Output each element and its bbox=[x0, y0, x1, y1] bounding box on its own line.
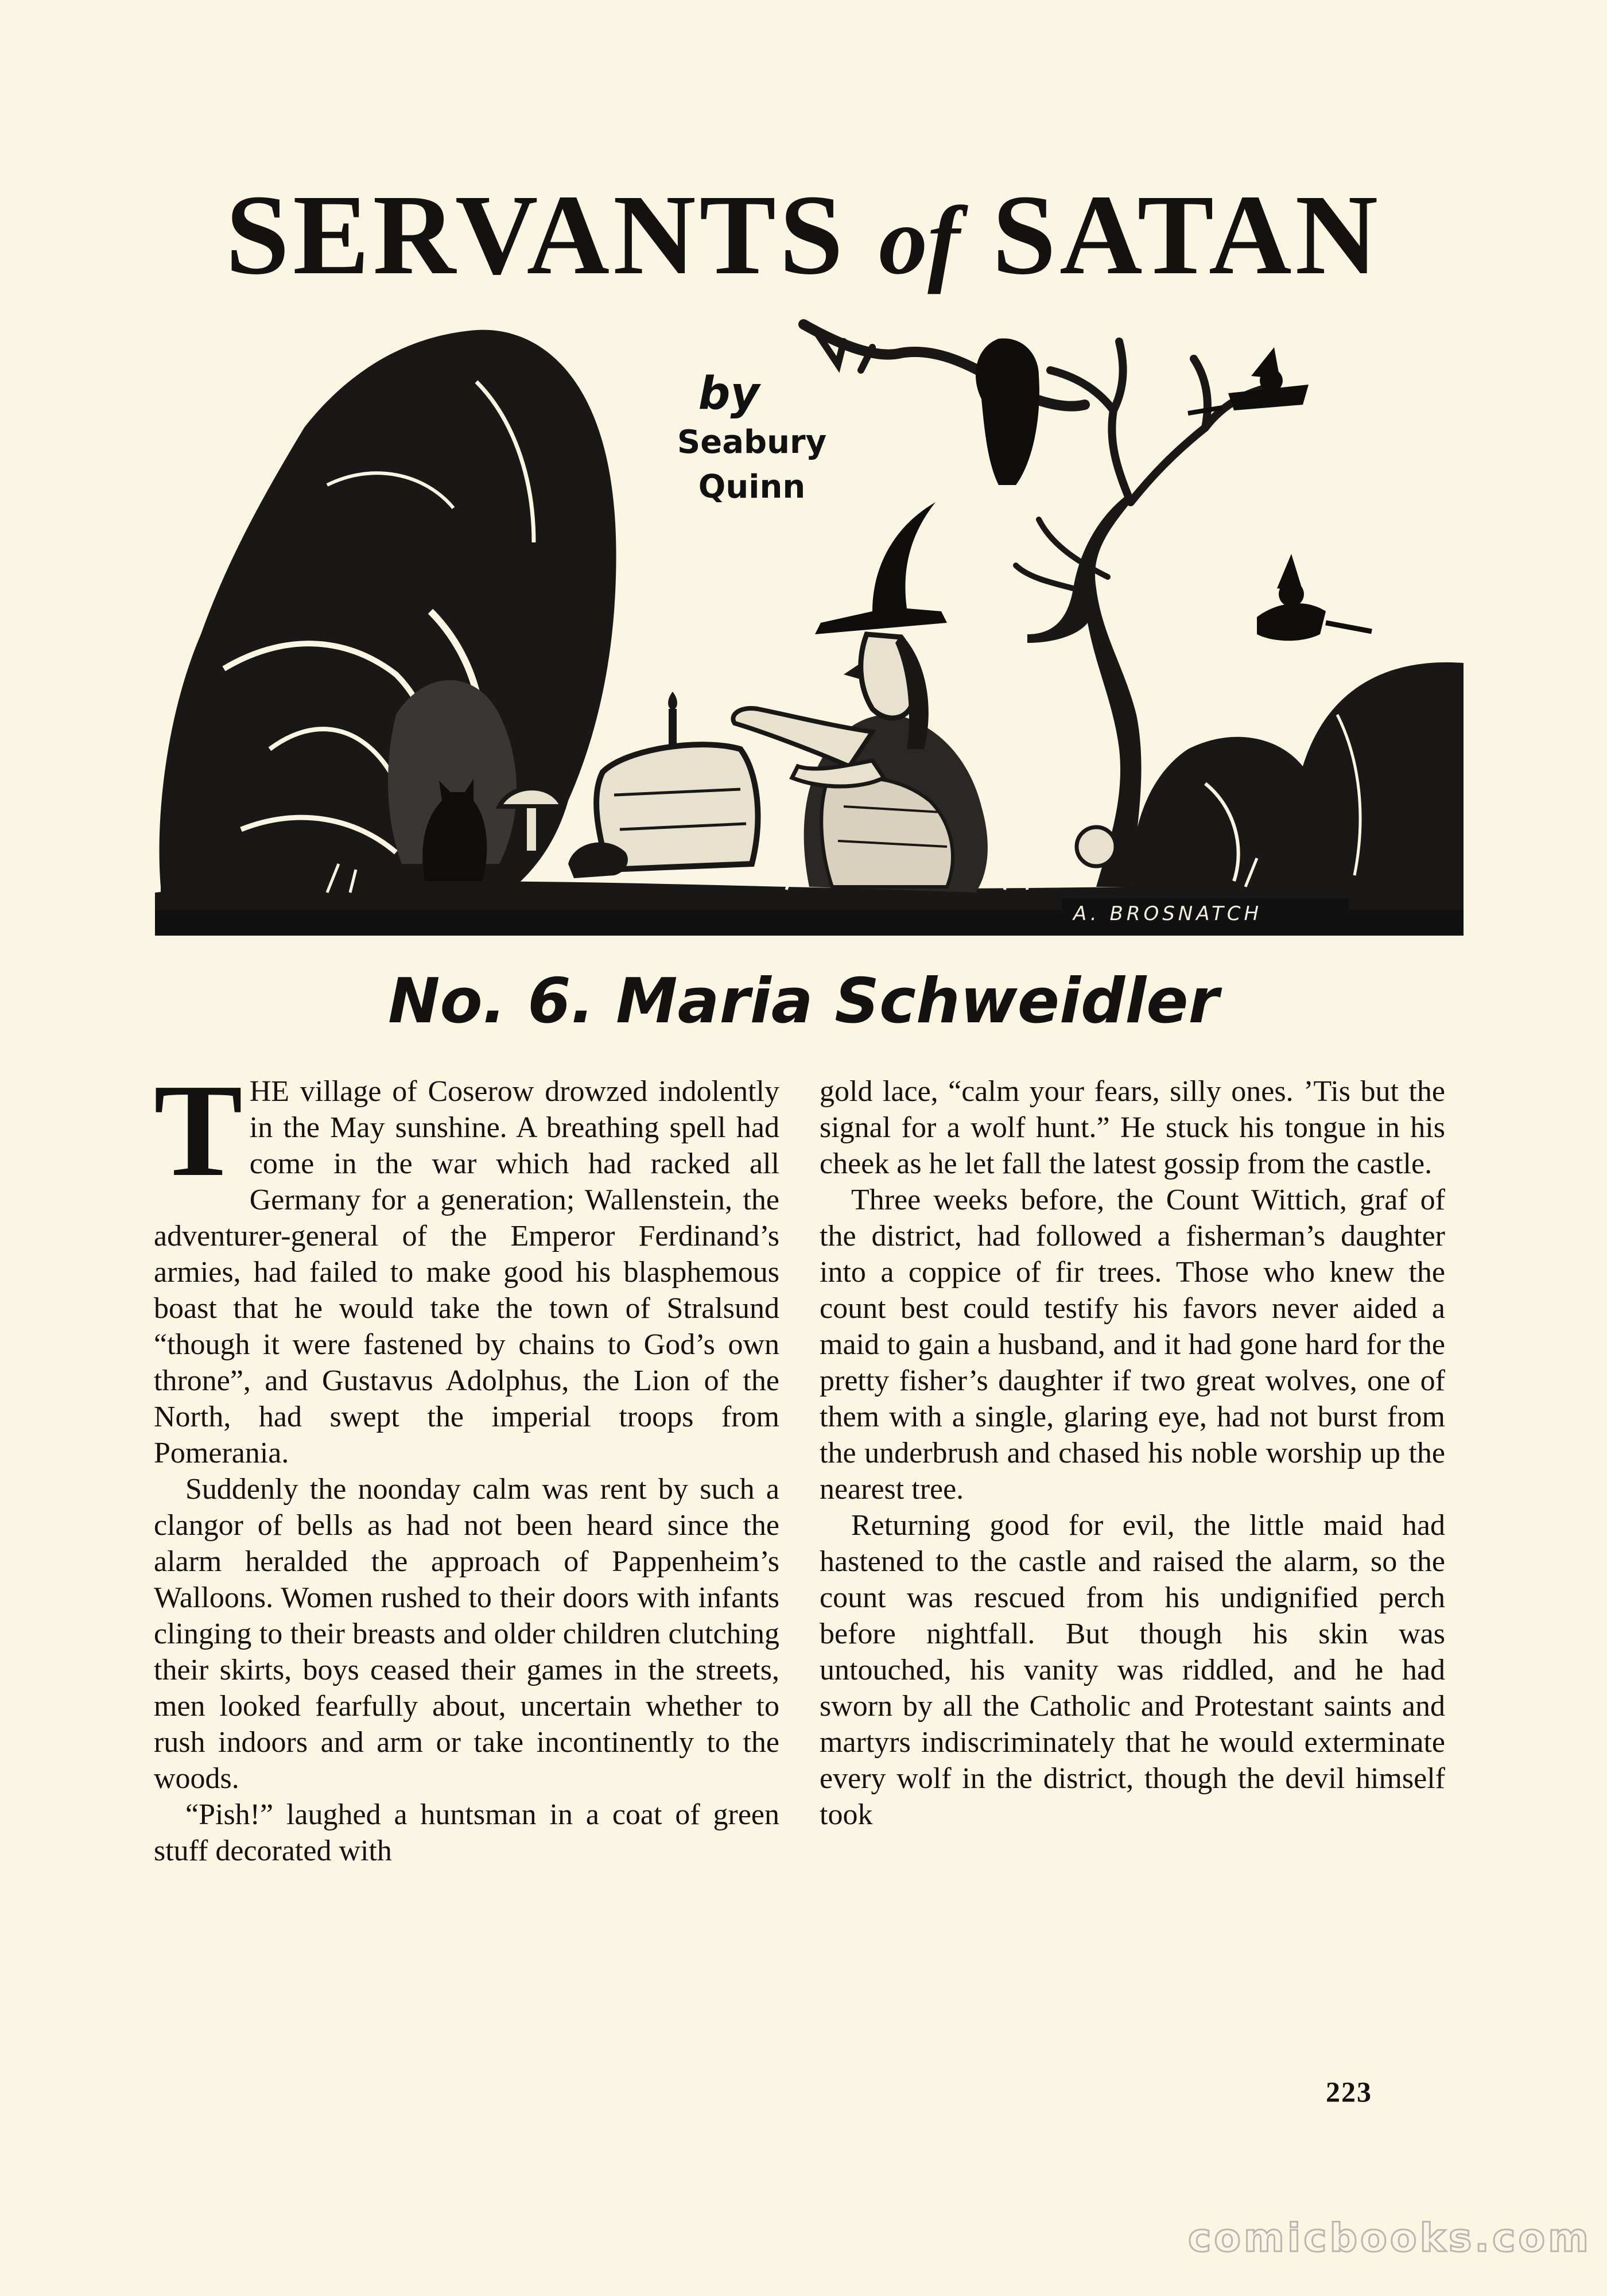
opening-paragraph-text: HE village of Coserow drowzed indolently in the May sunshine. A breathing spell had come in the war which had racked all Germany for a generation; Wallenstein, the adventurer-general of the Emperor Ferdinand’s armies, had failed to make good his blasphemous boast that he would take the town of Stralsund “though it were fastened by chains to God’s own throne”, and Gustavus Adolphus, the Lion of the North, had swept the imperial troops from Pomerania. bbox=[154, 1075, 779, 1469]
paragraph-continued: gold lace, “calm your fears, silly ones. ’Tis but the signal for a wolf hunt.” He stuck his tongue in his cheek as he let fall the latest gossip from the castle. bbox=[820, 1075, 1445, 1180]
paragraph-returning-good: Returning good for evil, the little maid had hastened to the castle and raised the alarm, so the count was rescued from his undignified perch before nightfall. But though his skin was untouched, his vanity was riddled, and he had sworn by all the Catholic and Protestant saints and martyrs indiscriminately that he would exterminate every wolf in the district, though the devil himself took bbox=[820, 1509, 1445, 1831]
paragraph-count-wittich: Three weeks before, the Count Wittich, graf of the district, had followed a fisherman’s daughter into a coppice of fir trees. Those who knew the count best could testify his favors never aided a maid to gain a husband, and it had gone hard for the pretty fisher’s daughter if two great wolves, one of them with a single, glaring eye, had not burst from the underbrush and chased his noble worship up the nearest tree. bbox=[820, 1184, 1445, 1506]
author-last-name: Quinn bbox=[698, 468, 806, 506]
paragraph-bells: Suddenly the noonday calm was rent by such a clangor of bells as had not been heard since the alarm heralded the approach of Pappenheim’s Walloons. Women rushed to their doors with infants clinging to their breasts and older children clutching their skirts, boys ceased their games in the streets, men looked fearfully about, uncertain whether to rush indoors and arm or take incontinently to the woods. bbox=[154, 1473, 779, 1795]
title-of: of bbox=[879, 187, 960, 294]
page-title bbox=[0, 172, 1607, 304]
paragraph-huntsman: “Pish!” laughed a huntsman in a coat of green stuff decorated with bbox=[154, 1798, 779, 1867]
left-column bbox=[154, 1057, 779, 1869]
opening-paragraph bbox=[154, 1057, 779, 1471]
artist-signature: A. BROSNATCH bbox=[1073, 902, 1263, 925]
story-title: No. 6. Maria Schweidler bbox=[388, 965, 1219, 1037]
page-number: 223 bbox=[1326, 2076, 1372, 2108]
byline bbox=[660, 367, 832, 510]
drop-cap: T bbox=[154, 1057, 243, 1204]
byline-by: by bbox=[698, 368, 760, 420]
title-satan: SATAN bbox=[960, 172, 1382, 298]
author-first-name: Seabury bbox=[677, 424, 827, 461]
title-servants: SERVANTS bbox=[225, 172, 879, 298]
right-column bbox=[820, 1073, 1445, 1833]
site-watermark: comicbooks.com bbox=[1188, 2216, 1592, 2261]
